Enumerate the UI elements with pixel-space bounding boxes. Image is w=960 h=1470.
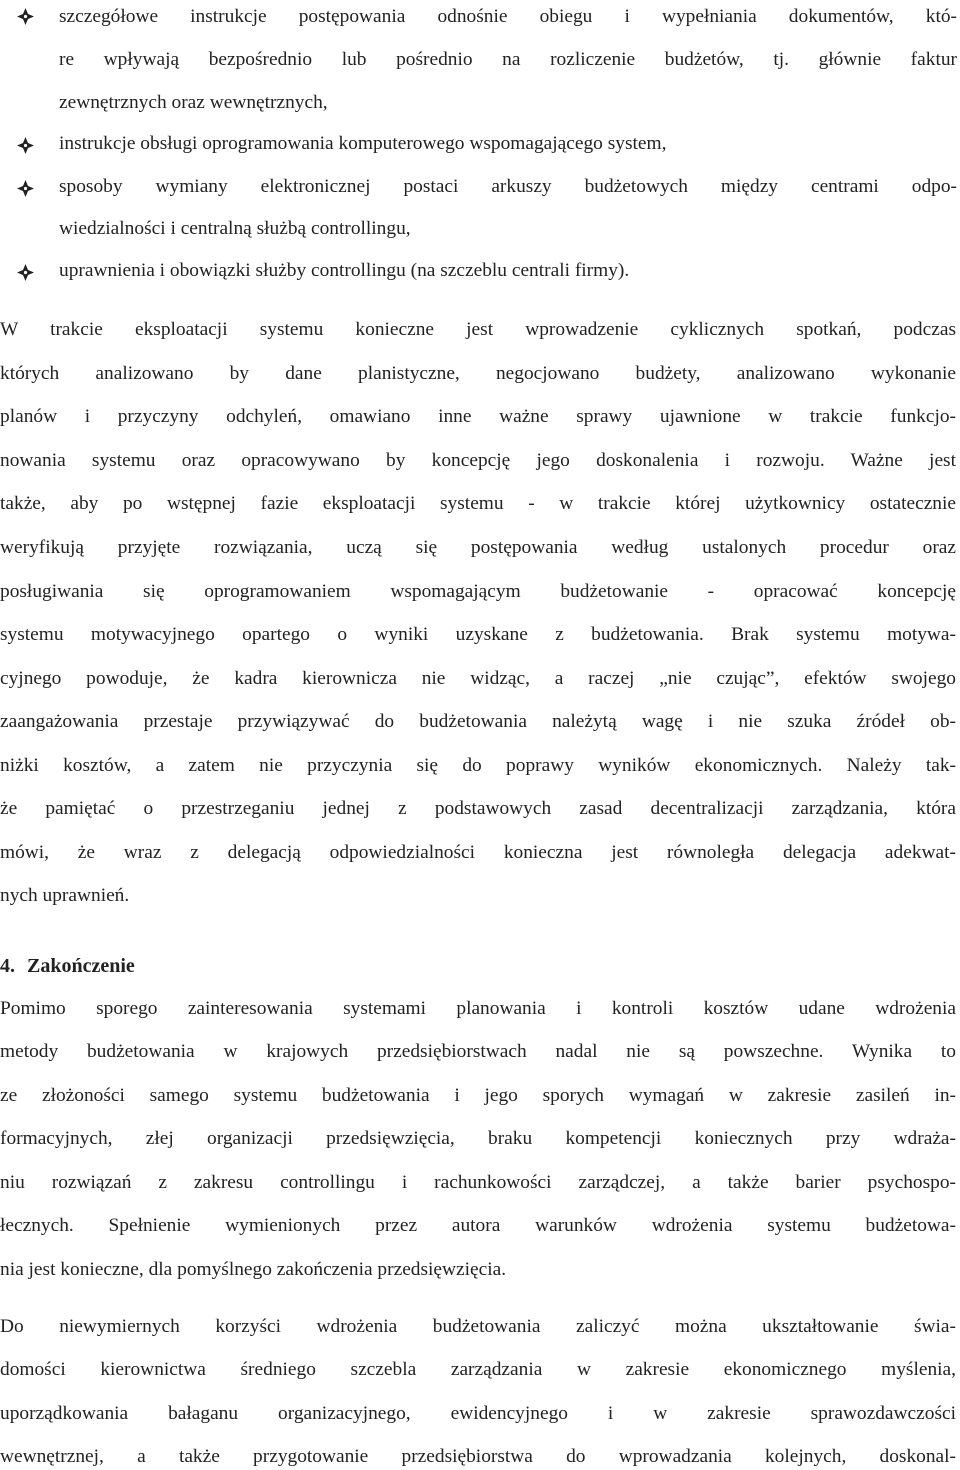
paragraph-line: których analizowano by dane planistyczne, negocjowano budżety, analizowano wykonanie (0, 363, 956, 384)
paragraph-line: posługiwania się oprogramowaniem wspomagającym budżetowanie - opracować koncepcję (0, 581, 956, 602)
paragraph-line: że pamiętać o przestrzeganiu jednej z podstawowych zasad decentralizacji zarządzania, która (0, 798, 956, 819)
section-heading (0, 953, 135, 979)
diamond-bullet-icon (16, 263, 35, 282)
bullet-text-line: wiedzialności i centralną służbą controllingu, (59, 218, 411, 239)
paragraph-line: planów i przyczyny odchyleń, omawiano inne ważne sprawy ujawnione w trakcie funkcjo- (0, 406, 956, 427)
bullet-text-line: szczegółowe instrukcje postępowania odnośnie obiegu i wypełniania dokumentów, któ- (59, 6, 957, 27)
bullet-text-line: zewnętrznych oraz wewnętrznych, (59, 92, 328, 113)
paragraph-line: systemu motywacyjnego opartego o wyniki uzyskane z budżetowania. Brak systemu motywa- (0, 624, 956, 645)
paragraph-line: weryfikują przyjęte rozwiązania, uczą się postępowania według ustalonych procedur oraz (0, 537, 956, 558)
paragraph-line: wewnętrznej, a także przygotowanie przedsiębiorstwa do wprowadzania kolejnych, doskonal- (0, 1446, 956, 1467)
paragraph-line: zaangażowania przestaje przywiązywać do budżetowania należytą wagę i nie szuka źródeł ob- (0, 711, 956, 732)
paragraph-line: metody budżetowania w krajowych przedsiębiorstwach nadal nie są powszechne. Wynika to (0, 1041, 956, 1062)
paragraph-line: niu rozwiązań z zakresu controllingu i rachunkowości zarządczej, a także barier psychospo- (0, 1172, 956, 1193)
paragraph-line: także, aby po wstępnej fazie eksploatacji systemu - w trakcie której użytkownicy ostatecznie (0, 493, 956, 514)
paragraph-line: niżki kosztów, a zatem nie przyczynia się do poprawy wyników ekonomicznych. Należy tak- (0, 755, 956, 776)
paragraph-line: mówi, że wraz z delegacją odpowiedzialności konieczna jest równoległa delegacja adekwat- (0, 842, 956, 863)
bullet-text-line: instrukcje obsługi oprogramowania komputerowego wspomagającego system, (59, 133, 667, 154)
paragraph-line: nych uprawnień. (0, 885, 130, 906)
paragraph-line: domości kierownictwa średniego szczebla zarządzania w zakresie ekonomicznego myślenia, (0, 1359, 956, 1380)
diamond-bullet-icon (16, 136, 35, 155)
bullet-text-line: uprawnienia i obowiązki służby controllingu (na szczeblu centrali firmy). (59, 260, 630, 281)
paragraph-line: łecznych. Spełnienie wymienionych przez autora warunków wdrożenia systemu budżetowa- (0, 1215, 956, 1236)
paragraph-line: Do niewymiernych korzyści wdrożenia budżetowania zaliczyć można ukształtowanie świa- (0, 1316, 956, 1337)
paragraph-line: nowania systemu oraz opracowywano by koncepcję jego doskonalenia i rozwoju. Ważne jest (0, 450, 956, 471)
paragraph-line: Pomimo sporego zainteresowania systemami planowania i kontroli kosztów udane wdrożenia (0, 998, 956, 1019)
bullet-text-line: sposoby wymiany elektronicznej postaci arkuszy budżetowych między centrami odpo- (59, 176, 957, 197)
paragraph-line: formacyjnych, złej organizacji przedsięwzięcia, braku kompetencji koniecznych przy wdraża- (0, 1128, 956, 1149)
diamond-bullet-icon (16, 179, 35, 198)
section-title: Zakończenie (27, 955, 135, 977)
diamond-bullet-icon (16, 7, 35, 26)
section-number: 4. (0, 955, 15, 977)
paragraph-line: cyjnego powoduje, że kadra kierownicza nie widząc, a raczej „nie czując”, efektów swojego (0, 668, 956, 689)
paragraph-line: nia jest konieczne, dla pomyślnego zakończenia przedsięwzięcia. (0, 1259, 507, 1280)
paragraph-line: W trakcie eksploatacji systemu konieczne jest wprowadzenie cyklicznych spotkań, podczas (0, 319, 956, 340)
bullet-text-line: re wpływają bezpośrednio lub pośrednio na rozliczenie budżetów, tj. głównie faktur (59, 49, 957, 70)
paragraph-line: ze złożoności samego systemu budżetowania i jego sporych wymagań w zakresie zasileń in- (0, 1085, 956, 1106)
paragraph-line: uporządkowania bałaganu organizacyjnego, ewidencyjnego i w zakresie sprawozdawczości (0, 1403, 956, 1424)
